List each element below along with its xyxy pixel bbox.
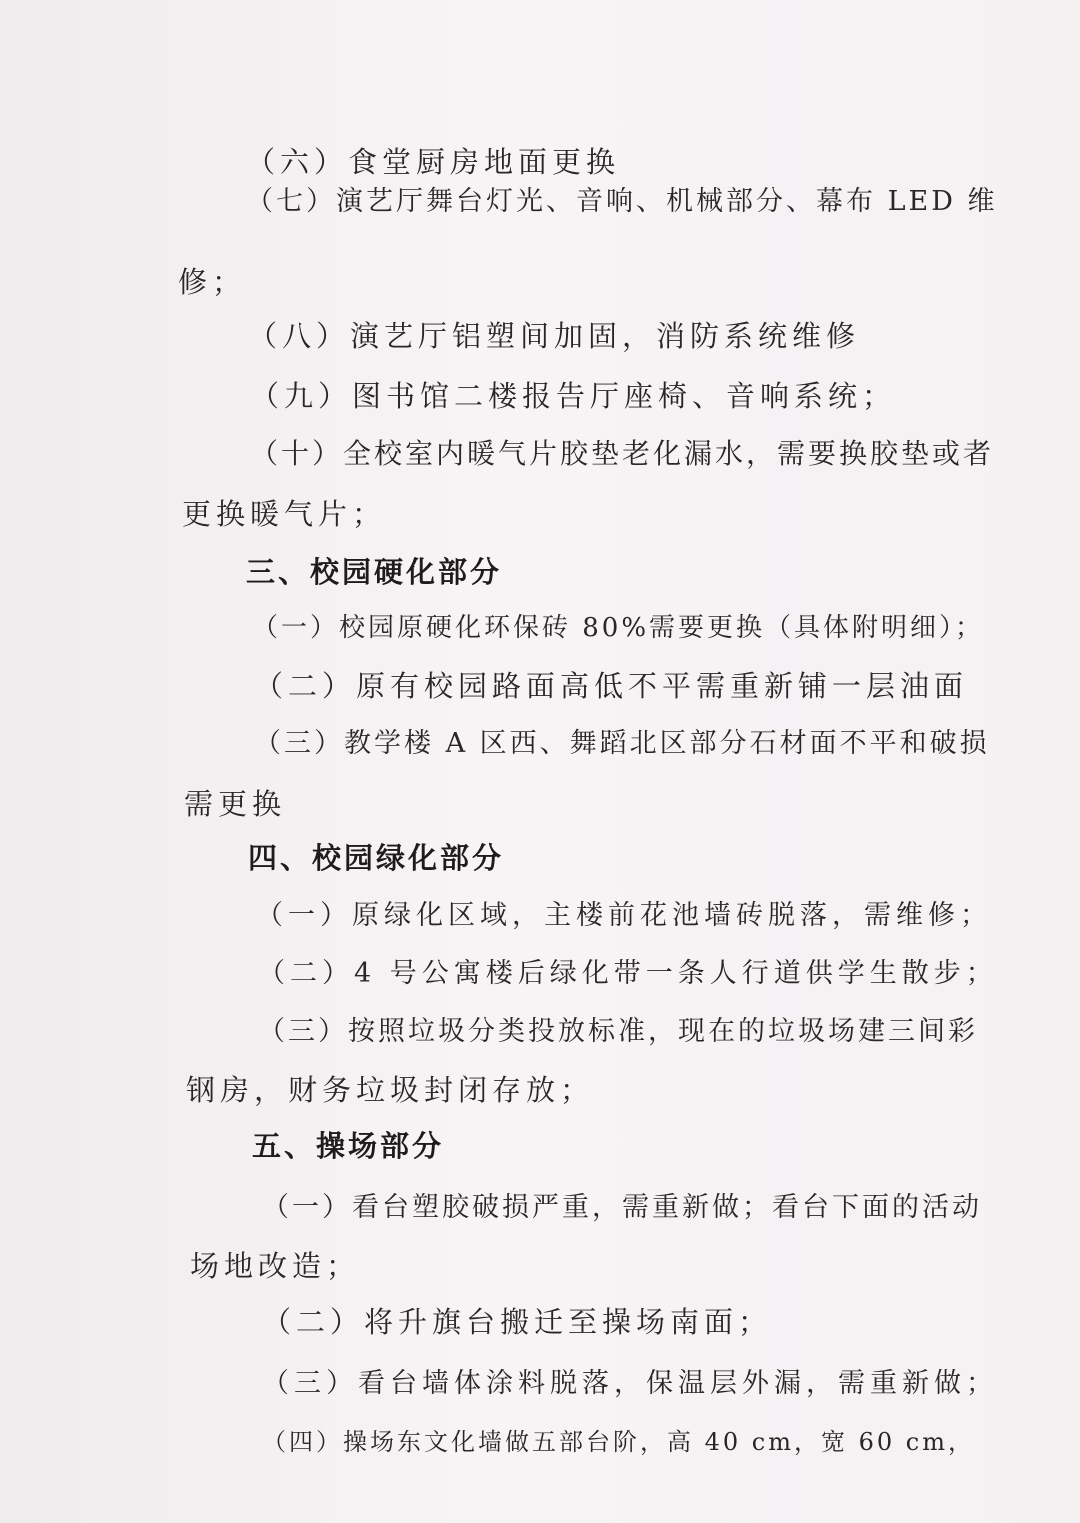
section-4-item-1: （一）原绿化区域，主楼前花池墙砖脱落，需维修； bbox=[256, 900, 992, 931]
section-3-heading: 三、校园硬化部分 bbox=[246, 555, 503, 589]
item-8-hall-reinforcement: （八）演艺厅铝塑间加固，消防系统维修 bbox=[248, 319, 861, 353]
section-4-heading: 四、校园绿化部分 bbox=[248, 841, 505, 875]
section-5-heading: 五、操场部分 bbox=[252, 1129, 445, 1163]
section-5-item-3: （三）看台墙体涂料脱落，保温层外漏，需重新做； bbox=[262, 1368, 998, 1399]
section-4-item-3-continuation: 钢房，财务垃圾封闭存放； bbox=[186, 1073, 595, 1107]
item-10-continuation: 更换暖气片； bbox=[182, 497, 387, 531]
section-5-item-1-continuation: 场地改造； bbox=[190, 1249, 361, 1283]
section-3-item-1: （一）校园原硬化环保砖 80%需要更换（具体附明细）； bbox=[252, 613, 985, 643]
section-5-item-2: （二）将升旗台搬迁至操场南面； bbox=[262, 1305, 773, 1339]
item-10-radiator-leak: （十）全校室内暖气片胶垫老化漏水，需要换胶垫或者 bbox=[250, 437, 995, 470]
section-5-item-1: （一）看台塑胶破损严重，需重新做；看台下面的活动 bbox=[262, 1192, 982, 1223]
section-4-item-2: （二）4 号公寓楼后绿化带一条人行道供学生散步； bbox=[258, 958, 998, 989]
section-4-item-3: （三）按照垃圾分类投放标准，现在的垃圾场建三间彩 bbox=[258, 1016, 978, 1047]
section-3-item-3-continuation: 需更换 bbox=[184, 787, 287, 821]
section-3-item-3: （三）教学楼 A 区西、舞蹈北区部分石材面不平和破损 bbox=[254, 728, 990, 759]
section-3-item-2: （二）原有校园路面高低不平需重新铺一层油面 bbox=[254, 669, 969, 703]
item-7-continuation: 修； bbox=[178, 265, 247, 299]
section-5-item-4: （四）操场东文化墙做五部台阶，高 40 cm，宽 60 cm， bbox=[262, 1428, 975, 1456]
item-6-kitchen-floor: （六）食堂厨房地面更换 bbox=[246, 145, 621, 179]
item-9-library-hall: （九）图书馆二楼报告厅座椅、音响系统； bbox=[250, 379, 897, 413]
item-7-stage-equipment: （七）演艺厅舞台灯光、音响、机械部分、幕布 LED 维 bbox=[246, 186, 998, 217]
